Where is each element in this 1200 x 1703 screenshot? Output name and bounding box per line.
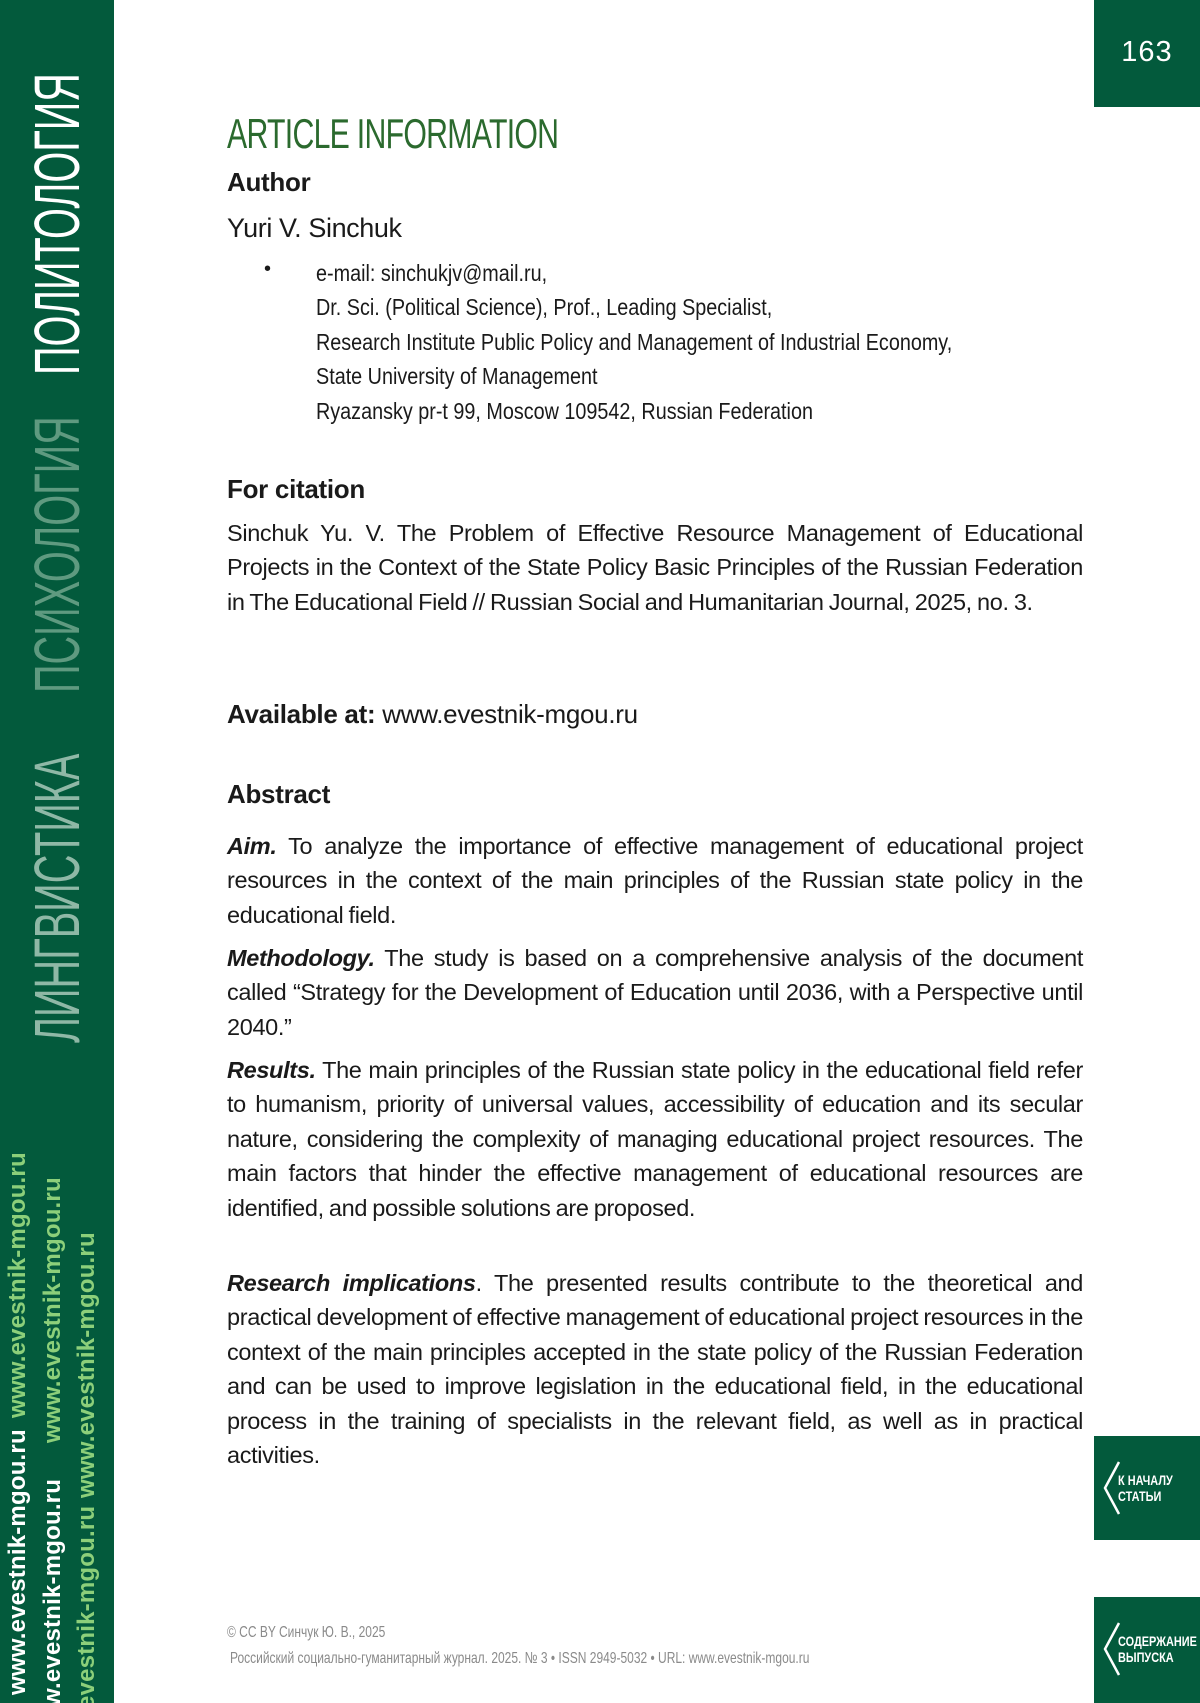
- abstract-label: Methodology.: [227, 945, 375, 971]
- abstract-aim: [227, 829, 1083, 932]
- abstract-text: . The presented results contribute to the theoretical and practical development of effective management of educational project resources in the context of the main principles accepted in the state policy of the Russian Federation and can be used to improve legislation in the educational field, in the educational process in the training of specialists in the relevant field, as well as in practical activities.: [227, 1270, 1083, 1468]
- subject-psychology: ПСИХОЛОГИЯ: [0, 416, 114, 693]
- abstract-label: Aim.: [227, 833, 277, 859]
- nav-label: СОДЕРЖАНИЕ: [1118, 1633, 1197, 1649]
- citation-heading: For citation: [227, 474, 1083, 505]
- sidebar-url-link[interactable]: w.evestnik-mgou.ru: [38, 1479, 68, 1703]
- nav-label: СТАТЬИ: [1118, 1488, 1161, 1504]
- sidebar-url-link[interactable]: www.evestnik-mgou.ru: [3, 1429, 33, 1695]
- abstract-text: The main principles of the Russian state policy in the educational field refer to humanism, priority of universal values, accessibility of education and its secular nature, considering the complexity of managing educational project resources. The main factors that hinder the effective management of educational resources are identified, and possible solutions are proposed.: [227, 1057, 1083, 1221]
- citation-text: Sinchuk Yu. V. The Problem of Effective Resource Management of Educational Projects in the Context of the State Policy Basic Principles of the Russian Federation in The Educational Field // Russian Social and Humanitarian Journal, 2025, no. 3.: [227, 516, 1083, 619]
- abstract-text: To analyze the importance of effective management of educational project resources in the context of the main principles of the Russian state policy in the educational field.: [227, 833, 1083, 928]
- author-heading: Author: [227, 167, 1083, 198]
- author-name: Yuri V. Sinchuk: [227, 213, 1083, 244]
- subject-list: [0, 43, 114, 1043]
- sidebar-url-link[interactable]: www.evestnik-mgou.ru: [38, 1177, 68, 1443]
- sidebar-url-link[interactable]: www.evestnik-mgou.ru: [3, 1152, 33, 1418]
- abstract-results: [227, 1053, 1083, 1225]
- nav-label: ВЫПУСКА: [1118, 1649, 1174, 1665]
- page-number: 163: [1094, 0, 1200, 107]
- author-institute: Research Institute Public Policy and Management of Industrial Economy,: [316, 325, 952, 359]
- available-label: Available at:: [227, 699, 375, 729]
- abstract-methodology: [227, 941, 1083, 1044]
- abstract-text: The study is based on a comprehensive analysis of the document called “Strategy for the Development of Education until 2036, with a Perspective until 2040.”: [227, 945, 1083, 1040]
- author-details: [316, 256, 952, 428]
- issue-contents-button[interactable]: [1094, 1597, 1200, 1703]
- abstract-heading: Abstract: [227, 779, 1083, 810]
- sidebar-urls: [0, 1003, 114, 1703]
- abstract-label: Research implications: [227, 1270, 476, 1296]
- subject-political-science: ПОЛИТОЛОГИЯ: [0, 73, 114, 375]
- footer-license: © CC BY Синчук Ю. В., 2025: [227, 1624, 385, 1642]
- subject-linguistics: ЛИНГВИСТИКА: [0, 754, 114, 1043]
- available-at: [227, 699, 1083, 730]
- footer-journal: Российский социально-гуманитарный журнал. 2025. № 3 • ISSN 2949-5032 • URL: www.evestnik-mgou.ru: [230, 1650, 809, 1668]
- back-to-article-start-button[interactable]: [1094, 1436, 1200, 1540]
- abstract-label: Results.: [227, 1057, 316, 1083]
- bullet-icon: •: [264, 258, 271, 281]
- author-degree: Dr. Sci. (Political Science), Prof., Leading Specialist,: [316, 290, 952, 324]
- abstract-research-implications: [227, 1266, 1083, 1472]
- sidebar-url-link[interactable]: evestnik-mgou.ru: [72, 1506, 102, 1703]
- author-email[interactable]: e-mail: sinchukjv@mail.ru,: [316, 256, 952, 290]
- sidebar: [0, 0, 114, 1703]
- sidebar-url-link[interactable]: www.evestnik-mgou.ru: [72, 1232, 102, 1498]
- author-address: Ryazansky pr-t 99, Moscow 109542, Russian Federation: [316, 394, 952, 428]
- author-university: State University of Management: [316, 359, 952, 393]
- section-title: ARTICLE INFORMATION: [227, 110, 843, 158]
- nav-label: К НАЧАЛУ: [1118, 1472, 1173, 1488]
- available-url-link[interactable]: www.evestnik-mgou.ru: [375, 699, 637, 729]
